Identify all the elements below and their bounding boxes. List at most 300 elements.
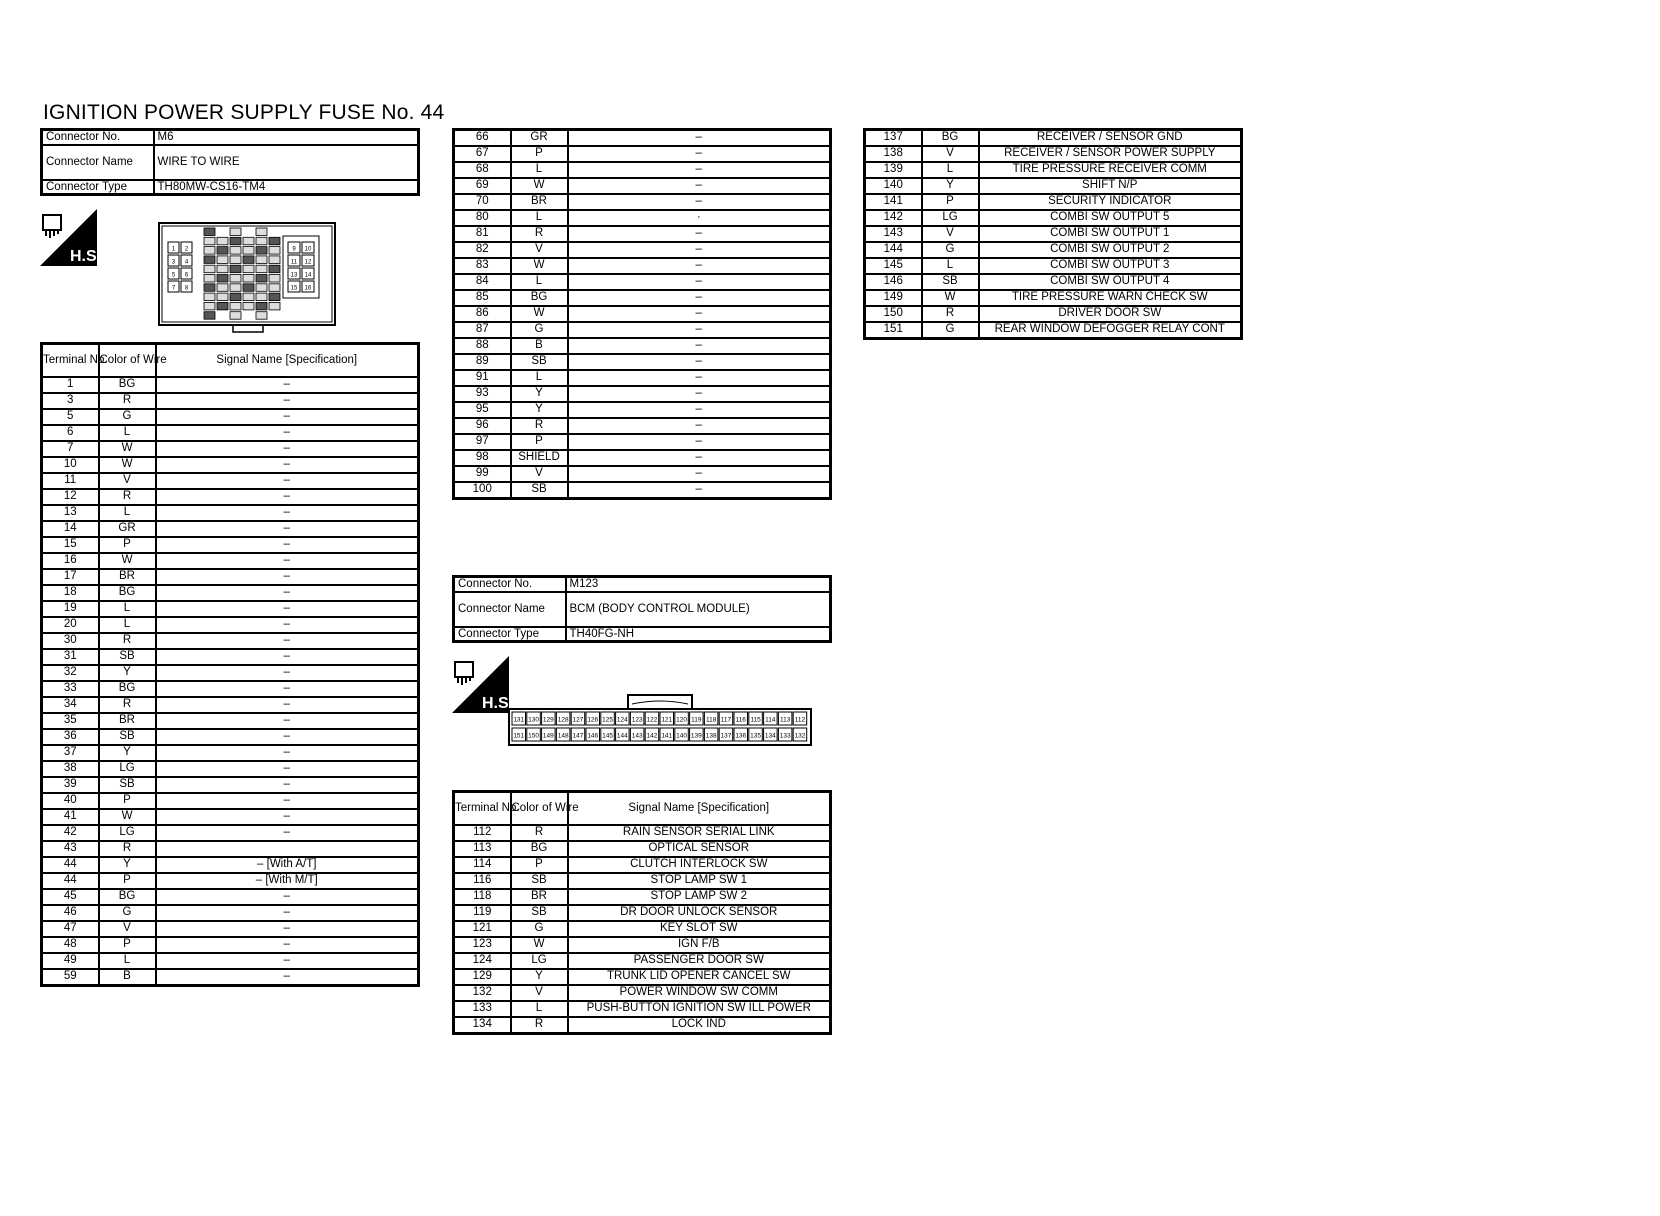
wire-color: Y (511, 386, 568, 402)
wire-color: R (99, 841, 156, 857)
signal-name: – [With M/T] (156, 873, 419, 889)
header-color: Color of Wire (99, 344, 156, 378)
terminal-no: 67 (454, 146, 511, 162)
signal-name: – (156, 537, 419, 553)
terminal-no: 133 (454, 1001, 511, 1017)
signal-name: – (156, 601, 419, 617)
wire-color: BR (99, 713, 156, 729)
terminal-no: 35 (42, 713, 99, 729)
connector-pin (256, 228, 267, 236)
table-row (42, 681, 419, 697)
page-title: IGNITION POWER SUPPLY FUSE No. 44 (43, 101, 445, 124)
terminal-no: 37 (42, 745, 99, 761)
table-row (454, 306, 831, 322)
wire-color: Y (99, 665, 156, 681)
pin-label: 131 (513, 716, 525, 724)
table-row (454, 162, 831, 178)
terminal-no: 39 (42, 777, 99, 793)
connector-pin (204, 228, 215, 236)
pin-label: 15 (290, 285, 298, 292)
pin-label: 139 (690, 732, 702, 740)
harness-side-icon (40, 209, 102, 266)
connector-pin (204, 312, 215, 320)
wire-color: L (511, 1001, 568, 1017)
terminal-no: 137 (865, 130, 922, 147)
connector-no-label: Connector No. (454, 577, 566, 592)
connector-pin (230, 256, 241, 264)
pin-label: 132 (794, 732, 806, 740)
terminal-no: 18 (42, 585, 99, 601)
connector-pin (243, 237, 254, 245)
wire-color: LG (99, 761, 156, 777)
table-row (865, 162, 1242, 178)
terminal-no: 19 (42, 601, 99, 617)
terminal-no: 45 (42, 889, 99, 905)
terminal-no: 48 (42, 937, 99, 953)
terminal-no: 113 (454, 841, 511, 857)
table-row (42, 777, 419, 793)
signal-name: – (568, 178, 831, 194)
terminal-no: 114 (454, 857, 511, 873)
wire-color: Y (99, 745, 156, 761)
wire-color: L (99, 617, 156, 633)
signal-name: – (568, 290, 831, 306)
pin-label: 137 (720, 732, 732, 740)
signal-name: – (156, 969, 419, 986)
table-row (454, 969, 831, 985)
signal-name: – (568, 162, 831, 178)
wire-color: R (511, 1017, 568, 1034)
wire-color: SB (99, 649, 156, 665)
terminal-no: 83 (454, 258, 511, 274)
table-row (42, 745, 419, 761)
table-row (42, 905, 419, 921)
wire-color: P (99, 937, 156, 953)
connector-pin (269, 265, 280, 273)
pin-label: 147 (572, 732, 584, 740)
pin-label: 114 (765, 716, 776, 724)
signal-name: STOP LAMP SW 1 (568, 873, 831, 889)
signal-name: – (156, 729, 419, 745)
signal-name: – (568, 274, 831, 290)
terminal-no: 100 (454, 482, 511, 499)
terminal-no: 68 (454, 162, 511, 178)
wire-color: BG (99, 889, 156, 905)
connector-pin (256, 247, 267, 255)
wire-color: GR (99, 521, 156, 537)
table-row (42, 649, 419, 665)
wire-color: W (99, 457, 156, 473)
signal-name: – (156, 617, 419, 633)
signal-name: – (156, 409, 419, 425)
connector-pin (230, 293, 241, 301)
terminal-no: 97 (454, 434, 511, 450)
connector-pin (230, 228, 241, 236)
signal-name: REAR WINDOW DEFOGGER RELAY CONT (979, 322, 1242, 339)
table-row (865, 210, 1242, 226)
connector-pin (269, 275, 280, 283)
table-row (454, 274, 831, 290)
table-row (865, 306, 1242, 322)
terminal-no: 124 (454, 953, 511, 969)
wire-color: L (99, 953, 156, 969)
pin-label: 2 (184, 246, 189, 253)
wire-color: V (922, 226, 979, 242)
wire-color: LG (922, 210, 979, 226)
wire-color: W (511, 937, 568, 953)
m123-terminal-table-continued (863, 128, 1243, 340)
signal-name: COMBI SW OUTPUT 4 (979, 274, 1242, 290)
signal-name: – (156, 521, 419, 537)
table-row (454, 370, 831, 386)
signal-name: RAIN SENSOR SERIAL LINK (568, 825, 831, 841)
terminal-no: 38 (42, 761, 99, 777)
table-row (865, 322, 1242, 339)
table-row (42, 617, 419, 633)
terminal-no: 33 (42, 681, 99, 697)
table-row (42, 633, 419, 649)
wire-color: P (511, 857, 568, 873)
signal-name: – (568, 418, 831, 434)
table-row (42, 537, 419, 553)
signal-name: – (568, 338, 831, 354)
table-row (865, 226, 1242, 242)
terminal-no: 146 (865, 274, 922, 290)
signal-name: RECEIVER / SENSOR GND (979, 130, 1242, 147)
wire-color: LG (99, 825, 156, 841)
signal-name: – (156, 761, 419, 777)
terminal-no: 88 (454, 338, 511, 354)
connector-pin (269, 247, 280, 255)
wire-color: V (99, 473, 156, 489)
connector-pin (243, 265, 254, 273)
terminal-no: 149 (865, 290, 922, 306)
wire-color: W (99, 441, 156, 457)
connector-pin (243, 247, 254, 255)
wire-color: L (922, 162, 979, 178)
table-row (454, 354, 831, 370)
wire-color: SHIELD (511, 450, 568, 466)
m123-terminal-table (452, 790, 832, 1035)
terminal-no: 44 (42, 857, 99, 873)
signal-name: TIRE PRESSURE WARN CHECK SW (979, 290, 1242, 306)
pin-label: 146 (587, 732, 599, 740)
signal-name: · (568, 210, 831, 226)
connector-pin (204, 302, 215, 310)
table-row (42, 521, 419, 537)
pin-label: 149 (542, 732, 554, 740)
terminal-no: 16 (42, 553, 99, 569)
pin-label: 122 (646, 716, 658, 724)
header-color: Color of Wire (511, 792, 568, 826)
table-row (454, 1017, 831, 1034)
wire-color: W (99, 809, 156, 825)
wire-color: L (511, 274, 568, 290)
header-signal: Signal Name [Specification] (568, 792, 831, 826)
terminal-no: 30 (42, 633, 99, 649)
terminal-no: 134 (454, 1017, 511, 1034)
wire-color: P (99, 873, 156, 889)
table-row (454, 386, 831, 402)
connector-pin (269, 237, 280, 245)
wire-color: L (511, 370, 568, 386)
wire-color: V (99, 921, 156, 937)
terminal-no: 11 (42, 473, 99, 489)
signal-name: – (568, 434, 831, 450)
connector-pin (243, 302, 254, 310)
connector-pin (204, 293, 215, 301)
signal-name: – (156, 793, 419, 809)
wire-color: R (922, 306, 979, 322)
connector-pin (217, 247, 228, 255)
connector-name-value: WIRE TO WIRE (154, 145, 419, 180)
signal-name: – (156, 777, 419, 793)
pin-label: 130 (528, 716, 539, 724)
wire-color: GR (511, 130, 568, 147)
connector-name-label: Connector Name (454, 592, 566, 627)
table-row (42, 553, 419, 569)
connector-pin (256, 275, 267, 283)
connector-pin (204, 284, 215, 292)
terminal-no: 86 (454, 306, 511, 322)
terminal-no: 69 (454, 178, 511, 194)
connector-pin (217, 237, 228, 245)
terminal-no: 17 (42, 569, 99, 585)
table-row (454, 178, 831, 194)
connector-pin (243, 275, 254, 283)
table-row (454, 242, 831, 258)
table-row (42, 585, 419, 601)
terminal-no: 40 (42, 793, 99, 809)
terminal-no: 43 (42, 841, 99, 857)
signal-name: COMBI SW OUTPUT 1 (979, 226, 1242, 242)
wire-color: L (99, 425, 156, 441)
signal-name: DRIVER DOOR SW (979, 306, 1242, 322)
terminal-no: 84 (454, 274, 511, 290)
connector-pin (256, 256, 267, 264)
table-row (454, 1001, 831, 1017)
connector-pin (256, 293, 267, 301)
terminal-no: 6 (42, 425, 99, 441)
signal-name: – (156, 953, 419, 969)
table-row (42, 489, 419, 505)
table-row (42, 441, 419, 457)
signal-name: – (156, 489, 419, 505)
pin-label: 116 (735, 716, 746, 724)
signal-name: POWER WINDOW SW COMM (568, 985, 831, 1001)
signal-name: – (156, 393, 419, 409)
wire-color: L (99, 505, 156, 521)
pin-label: 12 (304, 259, 312, 266)
table-row (454, 450, 831, 466)
pin-label: 9 (292, 246, 296, 253)
pin-label: 5 (171, 272, 176, 279)
connector-pin (230, 247, 241, 255)
signal-name: RECEIVER / SENSOR POWER SUPPLY (979, 146, 1242, 162)
signal-name: – (568, 450, 831, 466)
signal-name: SECURITY INDICATOR (979, 194, 1242, 210)
table-row (454, 937, 831, 953)
connector-no-value: M6 (154, 130, 419, 145)
connector-pin (217, 302, 228, 310)
wire-color: SB (99, 777, 156, 793)
connector-no-value: M123 (566, 577, 831, 592)
signal-name: – (156, 921, 419, 937)
connector-pin (217, 275, 228, 283)
terminal-no: 5 (42, 409, 99, 425)
connector-pin (256, 284, 267, 292)
terminal-no: 132 (454, 985, 511, 1001)
pin-label: 124 (616, 716, 628, 724)
wire-color: BG (99, 377, 156, 393)
terminal-no: 10 (42, 457, 99, 473)
signal-name: – (568, 322, 831, 338)
pin-label: 142 (646, 732, 658, 740)
wire-color: V (511, 985, 568, 1001)
m6-terminal-table-continued (452, 128, 832, 500)
table-row (454, 825, 831, 841)
terminal-no: 99 (454, 466, 511, 482)
terminal-no: 150 (865, 306, 922, 322)
terminal-no: 138 (865, 146, 922, 162)
wire-color: BG (99, 681, 156, 697)
wire-color: R (511, 825, 568, 841)
connector-pin (230, 284, 241, 292)
wire-color: L (99, 601, 156, 617)
table-row (42, 857, 419, 873)
connector-pin (256, 312, 267, 320)
wire-color: BG (511, 290, 568, 306)
signal-name: – (156, 937, 419, 953)
terminal-no: 116 (454, 873, 511, 889)
table-row (42, 937, 419, 953)
terminal-no: 98 (454, 450, 511, 466)
wire-color: B (511, 338, 568, 354)
signal-name: – (156, 665, 419, 681)
pin-label: 128 (557, 716, 569, 724)
table-row (42, 873, 419, 889)
table-row (42, 409, 419, 425)
signal-name: – (156, 825, 419, 841)
terminal-no: 144 (865, 242, 922, 258)
pin-label: 141 (661, 732, 673, 740)
table-row (42, 457, 419, 473)
terminal-no: 82 (454, 242, 511, 258)
table-row (42, 697, 419, 713)
signal-name: – (156, 681, 419, 697)
table-row (454, 466, 831, 482)
pin-label: 8 (184, 285, 189, 292)
connector-no-label: Connector No. (42, 130, 154, 145)
table-row (454, 921, 831, 937)
header-terminal: Terminal No. (42, 344, 99, 378)
connector-pin (243, 284, 254, 292)
signal-name: – (568, 130, 831, 147)
connector-pin (256, 302, 267, 310)
wire-color: BR (511, 889, 568, 905)
terminal-no: 85 (454, 290, 511, 306)
terminal-no: 112 (454, 825, 511, 841)
table-row (42, 601, 419, 617)
pin-label: 133 (779, 732, 791, 740)
wire-color: Y (922, 178, 979, 194)
signal-name: – (156, 441, 419, 457)
wire-color: W (99, 553, 156, 569)
pin-label: 11 (290, 259, 298, 266)
connector-pin (269, 302, 280, 310)
terminal-no: 70 (454, 194, 511, 210)
terminal-no: 80 (454, 210, 511, 226)
table-row (42, 825, 419, 841)
pin-label: 112 (794, 716, 806, 724)
signal-name: DR DOOR UNLOCK SENSOR (568, 905, 831, 921)
wire-color: P (511, 434, 568, 450)
signal-name: – (568, 146, 831, 162)
terminal-no: 93 (454, 386, 511, 402)
pin-label: 1 (171, 246, 176, 253)
signal-name: – (156, 425, 419, 441)
wire-color: P (511, 146, 568, 162)
connector-type-label: Connector Type (454, 627, 566, 642)
hs-label: H.S. (70, 248, 102, 265)
terminal-no: 139 (865, 162, 922, 178)
table-row (454, 873, 831, 889)
signal-name: IGN F/B (568, 937, 831, 953)
signal-name: – (568, 306, 831, 322)
terminal-no: 34 (42, 697, 99, 713)
table-row (454, 290, 831, 306)
terminal-no: 142 (865, 210, 922, 226)
wire-color: R (511, 418, 568, 434)
m6-terminal-table (40, 342, 420, 987)
terminal-no: 66 (454, 130, 511, 147)
signal-name: – (156, 809, 419, 825)
wire-color: V (922, 146, 979, 162)
table-row (454, 210, 831, 226)
signal-name: – (568, 482, 831, 499)
connector-pin (230, 265, 241, 273)
signal-name: – (156, 697, 419, 713)
signal-name: OPTICAL SENSOR (568, 841, 831, 857)
signal-name: – (156, 505, 419, 521)
connector-pin (204, 237, 215, 245)
wire-color: V (511, 242, 568, 258)
terminal-no: 87 (454, 322, 511, 338)
table-row (454, 226, 831, 242)
table-row (42, 377, 419, 393)
connector-pin (204, 247, 215, 255)
signal-name: – (568, 386, 831, 402)
connector-pin (230, 275, 241, 283)
table-row (42, 809, 419, 825)
table-row (454, 482, 831, 499)
table-row (865, 146, 1242, 162)
table-row (454, 889, 831, 905)
connector-pin (217, 265, 228, 273)
table-row (42, 425, 419, 441)
table-row (454, 905, 831, 921)
header-signal: Signal Name [Specification] (156, 344, 419, 378)
signal-name: – (156, 377, 419, 393)
table-row (865, 130, 1242, 147)
terminal-no: 42 (42, 825, 99, 841)
pin-label: 127 (572, 716, 584, 724)
wire-color: SB (922, 274, 979, 290)
table-row (454, 953, 831, 969)
terminal-no: 7 (42, 441, 99, 457)
table-row (454, 338, 831, 354)
pin-label: 143 (631, 732, 643, 740)
